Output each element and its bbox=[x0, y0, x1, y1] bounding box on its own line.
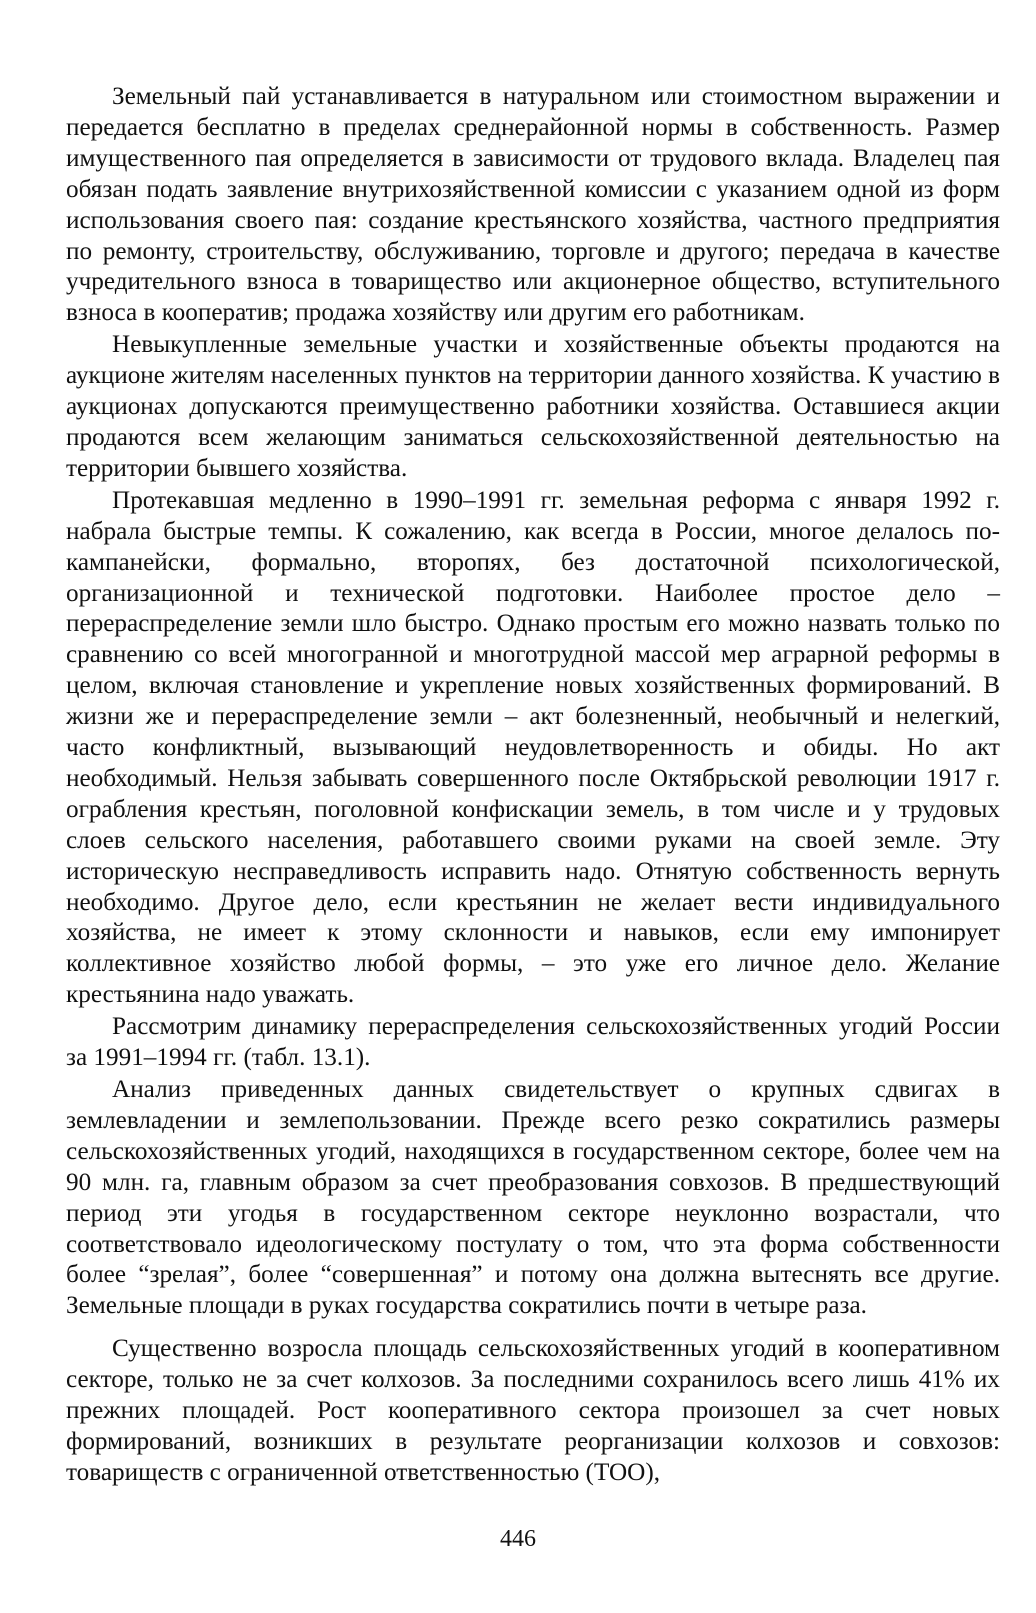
paragraph-analysis: Анализ приведенных данных свидетельствует о крупных сдвигах в землевладении и землепользовании. Прежде всего резко сократились размеры сельскохозяйственных угодий, находящихся в государственном секторе, более чем на 90 млн. га, главным образом за счет преобразования совхозов. В предшествующий период эти угодья в государственном секторе неуклонно возрастали, что соответствовало идеологическому постулату о том, что эта форма собственности более “зрелая”, более “совершенная” и потому она должна вытеснять все другие. Земельные площади в руках государства сократились почти в четыре раза. bbox=[66, 1076, 1000, 1320]
paragraph-cooperative-sector: Существенно возросла площадь сельскохозяйственных угодий в кооперативном секторе, только не за счет колхозов. За последними сохранилось всего лишь 41% их прежних площадей. Рост кооперативного сектора произошел за счет новых формирований, возникших в результате реорганизации колхозов и совхозов: товариществ с ограниченной ответственностью (ТОО), bbox=[66, 1335, 1000, 1486]
paragraph-land-share: Земельный пай устанавливается в натуральном или стоимостном выражении и передается бесплатно в пределах среднерайонной нормы в собственность. Размер имущественного пая определяется в зависимости от трудового вклада. Владелец пая обязан подать заявление внутрихозяйственной комиссии с указанием одной из форм использования своего пая: создание крестьянского хозяйства, частного предприятия по ремонту, строительству, обслуживанию, торговле и другого; передача в качестве учредительного взноса в товарищество или акционерное общество, вступительного взноса в кооператив; продажа хозяйству или другим его работникам. bbox=[66, 83, 1000, 327]
paragraph-auction: Невыкупленные земельные участки и хозяйственные объекты продаются на аукционе жителям населенных пунктов на территории данного хозяйства. К участию в аукционах допускаются преимущественно работники хозяйства. Оставшиеся акции продаются всем желающим заниматься сельскохозяйственной деятельностью на территории бывшего хозяйства. bbox=[66, 331, 1000, 482]
page-body bbox=[66, 82, 1000, 1489]
page-number: 446 bbox=[500, 1526, 536, 1552]
paragraph-table-reference: Рассмотрим динамику перераспределения сельскохозяйственных угодий России за 1991–1994 гг. (табл. 13.1). bbox=[66, 1013, 1000, 1072]
paragraph-land-reform: Протекавшая медленно в 1990–1991 гг. земельная реформа с января 1992 г. набрала быстрые темпы. К сожалению, как всегда в России, многое делалось по-кампанейски, формально, второпях, без достаточной психологической, организационной и технической подготовки. Наиболее простое дело – перераспределение земли шло быстро. Однако простым его можно назвать только по сравнению со всей многогранной и многотрудной массой мер аграрной реформы в целом, включая становление и укрепление новых хозяйственных формирований. В жизни же и перераспределение земли – акт болезненный, необычный и нелегкий, часто конфликтный, вызывающий неудовлетворенность и обиды. Но акт необходимый. Нельзя забывать совершенного после Октябрьской революции 1917 г. ограбления крестьян, поголовной конфискации земель, в том числе и у трудовых слоев сельского населения, работавшего своими руками на своей земле. Эту историческую несправедливость исправить надо. Отнятую собственность вернуть необходимо. Другое дело, если крестьянин не желает вести индивидуального хозяйства, не имеет к этому склонности и навыков, если ему импонирует коллективное хозяйство любой формы, – это уже его личное дело. Желание крестьянина надо уважать. bbox=[66, 486, 1000, 1009]
